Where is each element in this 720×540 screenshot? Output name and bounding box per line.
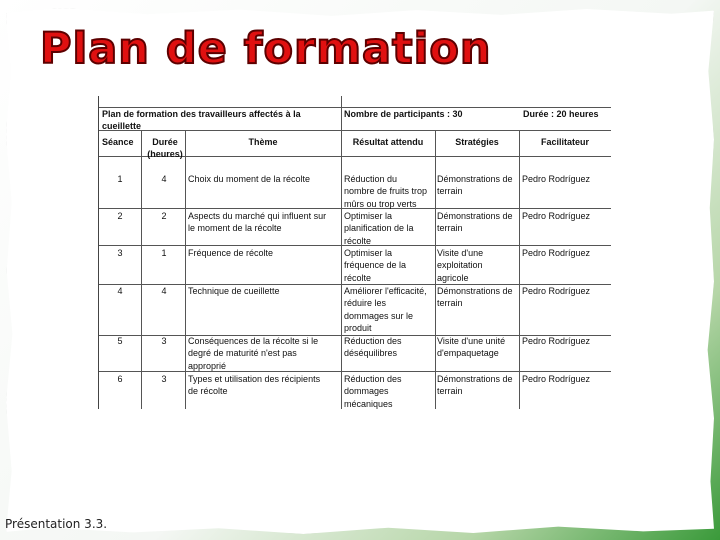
column-header-seance: Séance xyxy=(102,137,134,147)
cell-facilitateur: Pedro Rodríguez xyxy=(522,248,591,258)
training-plan-table xyxy=(98,96,611,409)
slide-title: Plan de formation xyxy=(40,24,492,74)
cell-strategie: Démonstrations de terrain xyxy=(437,174,513,197)
cell-strategie: Démonstrations de terrain xyxy=(437,374,513,397)
table-rule xyxy=(519,130,520,409)
cell-resultat: Améliorer l'efficacité, réduire les dommages sur le produit xyxy=(344,286,427,334)
cell-strategie: Visite d'une unité d'empaquetage xyxy=(437,336,506,359)
cell-theme: Types et utilisation des récipients de récolte xyxy=(188,374,321,397)
cell-facilitateur: Pedro Rodríguez xyxy=(522,211,591,221)
column-header-resultat: Résultat attendu xyxy=(352,137,424,147)
cell-strategie: Démonstrations de terrain xyxy=(437,286,513,309)
cell-theme: Technique de cueillette xyxy=(188,286,280,296)
cell-facilitateur: Pedro Rodríguez xyxy=(522,374,591,384)
column-header-duree: Durée (heures) xyxy=(147,137,183,160)
cell-resultat: Réduction des déséquilibres xyxy=(344,336,402,359)
cell-strategie: Visite d'une exploitation agricole xyxy=(437,248,484,283)
cell-theme: Conséquences de la récolte si le degré de maturité n'est pas approprié xyxy=(188,336,319,371)
cell-strategie: Démonstrations de terrain xyxy=(437,211,513,234)
cell-duree: 4 xyxy=(161,174,167,184)
cell-theme: Aspects du marché qui influent sur le moment de la récolte xyxy=(188,211,327,234)
cell-resultat: Réduction du nombre de fruits trop mûrs ou trop verts xyxy=(344,174,428,209)
cell-resultat: Réduction des dommages mécaniques xyxy=(344,374,402,409)
table-rule xyxy=(435,130,436,409)
cell-seance: 4 xyxy=(117,286,123,296)
column-header-theme: Thème xyxy=(248,137,278,147)
table-rule xyxy=(141,130,142,409)
document-heading: Plan de formation des travailleurs affectés à la cueillette xyxy=(102,109,301,132)
cell-duree: 3 xyxy=(161,336,167,346)
cell-seance: 1 xyxy=(117,174,123,184)
cell-duree: 4 xyxy=(161,286,167,296)
column-header-facilitateur: Facilitateur xyxy=(540,137,589,147)
cell-resultat: Optimiser la planification de la récolte xyxy=(344,211,414,246)
cell-resultat: Optimiser la fréquence de la récolte xyxy=(344,248,407,283)
total-duration: Durée : 20 heures xyxy=(523,109,599,119)
participants-count: Nombre de participants : 30 xyxy=(344,109,463,119)
cell-seance: 2 xyxy=(117,211,123,221)
cell-duree: 2 xyxy=(161,211,167,221)
table-rule xyxy=(99,371,611,372)
cell-duree: 1 xyxy=(161,248,167,258)
cell-facilitateur: Pedro Rodríguez xyxy=(522,174,591,184)
cell-seance: 6 xyxy=(117,374,123,384)
column-header-strategies: Stratégies xyxy=(455,137,499,147)
cell-facilitateur: Pedro Rodríguez xyxy=(522,286,591,296)
cell-facilitateur: Pedro Rodríguez xyxy=(522,336,591,346)
table-rule xyxy=(185,130,186,409)
cell-seance: 3 xyxy=(117,248,123,258)
slide-footer: Présentation 3.3. xyxy=(5,517,108,531)
cell-duree: 3 xyxy=(161,374,167,384)
cell-seance: 5 xyxy=(117,336,123,346)
cell-theme: Fréquence de récolte xyxy=(188,248,274,258)
cell-theme: Choix du moment de la récolte xyxy=(188,174,311,184)
